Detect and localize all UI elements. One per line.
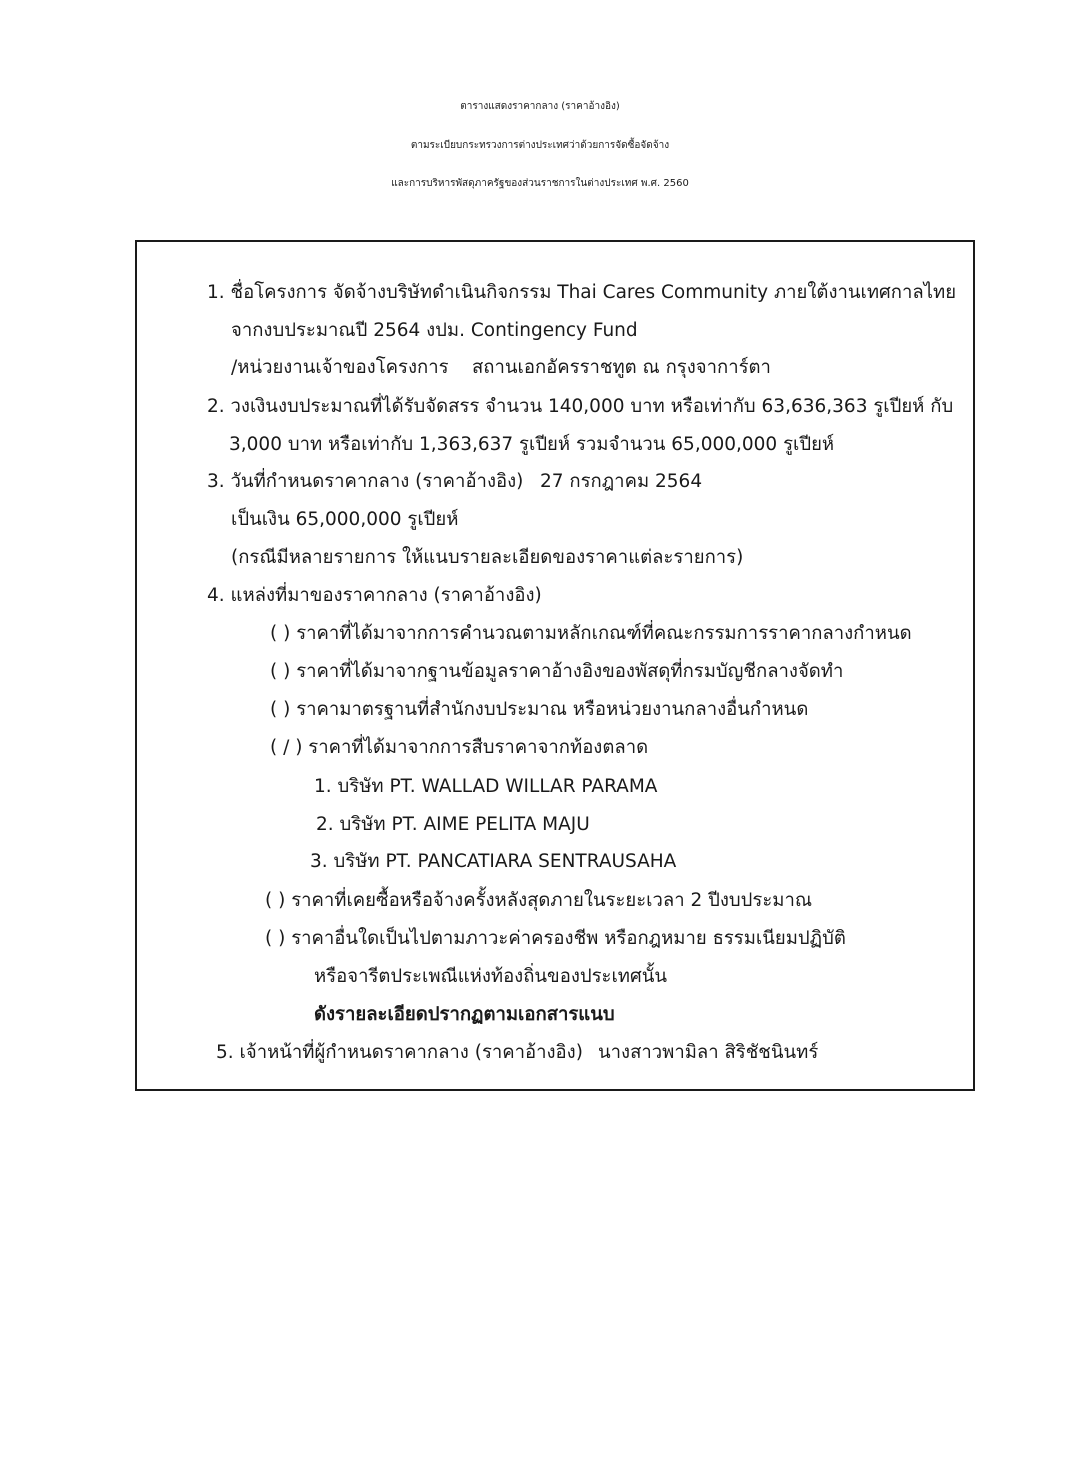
document-header bbox=[0, 88, 1080, 204]
item1-project-name: 1. ชื่อโครงการ จัดจ้างบริษัทดำเนินกิจกรรม Thai Cares Community ภายใต้งานเทศกาลไทย bbox=[207, 282, 957, 303]
item4-option-5: ( ) ราคาที่เคยซื้อหรือจ้างครั้งหลังสุดภายในระยะเวลา 2 ปีงบประมาณ bbox=[265, 890, 813, 911]
item4-option-4-checked: ( / ) ราคาที่ได้มาจากการสืบราคาจากท้องตลาด bbox=[270, 737, 649, 758]
header-subtitle: ตามระเบียบกระทรวงการต่างประเทศว่าด้วยการจัดซื้อจัดจ้าง bbox=[410, 139, 670, 151]
item1-owner-label: /หน่วยงานเจ้าของโครงการ bbox=[231, 357, 449, 378]
item4-option-6-continued: หรือจารีตประเพณีแห่งท้องถิ่นของประเทศนั้น bbox=[314, 966, 668, 987]
item4-company-3: 3. บริษัท PT. PANCATIARA SENTRAUSAHA bbox=[310, 851, 677, 872]
item4-details-note: ดังรายละเอียดปรากฏตามเอกสารแนบ bbox=[314, 1004, 615, 1025]
header-title: ตารางแสดงราคากลาง (ราคาอ้างอิง) bbox=[460, 101, 620, 112]
item5-officer-name: นางสาวพามิลา สิริชัชนินทร์ bbox=[598, 1042, 819, 1063]
item4-company-1: 1. บริษัท PT. WALLAD WILLAR PARAMA bbox=[314, 776, 658, 797]
item3-amount: เป็นเงิน 65,000,000 รูเปียห์ bbox=[231, 509, 459, 530]
item4-option-2: ( ) ราคาที่ได้มาจากฐานข้อมูลราคาอ้างอิงของพัสดุที่กรมบัญชีกลางจัดทำ bbox=[270, 661, 844, 682]
item4-title: 4. แหล่งที่มาของราคากลาง (ราคาอ้างอิง) bbox=[207, 585, 542, 606]
item4-option-6: ( ) ราคาอื่นใดเป็นไปตามภาวะค่าครองชีพ หรือกฎหมาย ธรรมเนียมปฏิบัติ bbox=[265, 928, 846, 949]
item3-date-label: 3. วันที่กำหนดราคากลาง (ราคาอ้างอิง) bbox=[207, 471, 524, 492]
item3-date-value: 27 กรกฎาคม 2564 bbox=[540, 471, 703, 492]
item4-option-3: ( ) ราคามาตรฐานที่สำนักงบประมาณ หรือหน่วยงานกลางอื่นกำหนด bbox=[270, 699, 809, 720]
item2-budget-total: 3,000 บาท หรือเท่ากับ 1,363,637 รูเปียห์ รวมจำนวน 65,000,000 รูเปียห์ bbox=[229, 434, 835, 455]
item3-note: (กรณีมีหลายรายการ ให้แนบรายละเอียดของราคาแต่ละรายการ) bbox=[231, 547, 744, 568]
item1-owner-value: สถานเอกอัครราชทูต ณ กรุงจาการ์ตา bbox=[472, 357, 771, 378]
item1-budget-source: จากงบประมาณปี 2564 งปม. Contingency Fund bbox=[231, 320, 638, 341]
item4-company-2: 2. บริษัท PT. AIME PELITA MAJU bbox=[316, 814, 590, 835]
item2-budget-amount: 2. วงเงินงบประมาณที่ได้รับจัดสรร จำนวน 140,000 บาท หรือเท่ากับ 63,636,363 รูเปียห์ กับ bbox=[207, 396, 954, 417]
item4-option-1: ( ) ราคาที่ได้มาจากการคำนวณตามหลักเกณฑ์ที่คณะกรรมการราคากลางกำหนด bbox=[270, 623, 912, 644]
header-subtitle-2: และการบริหารพัสดุภาครัฐของส่วนราชการในต่างประเทศ พ.ศ. 2560 bbox=[391, 178, 689, 189]
item5-officer-label: 5. เจ้าหน้าที่ผู้กำหนดราคากลาง (ราคาอ้างอิง) bbox=[216, 1042, 583, 1063]
